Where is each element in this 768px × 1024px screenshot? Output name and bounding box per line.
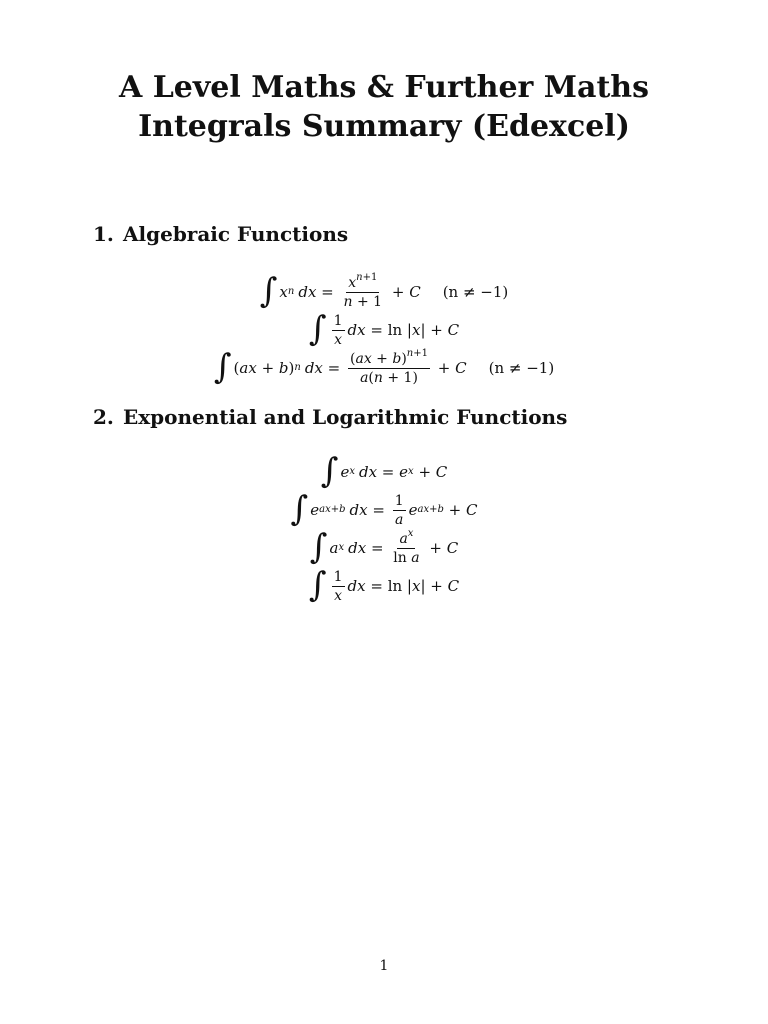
- equation-linear-power: ∫ ( ax + b ) n dx = $\frac{(ax + b)^{n+1}}{a(n + 1)}$ + C (n ≠ −1): [213, 347, 555, 387]
- title-line-1: A Level Maths & Further Maths: [118, 70, 650, 105]
- section-number: 2.: [93, 405, 114, 429]
- condition-text: (n ≠ −1): [488, 359, 555, 377]
- equation-exp-linear: ∫ e ax+b dx = $\frac{1}{a}$ e ax+b + C: [290, 489, 478, 529]
- equation-log: ∫ $\frac{1}{x}$ dx = ln | x | + C: [308, 565, 460, 605]
- title-line-2: Integrals Summary (Edexcel): [138, 109, 630, 144]
- section-number: 1.: [93, 222, 114, 246]
- section-heading-exponential: [93, 405, 567, 429]
- equation-general-exp: ∫ a x dx = $\frac{a^x}{\text{ln a}}$ + C: [309, 527, 459, 567]
- section-heading-algebraic: [93, 222, 348, 246]
- section-title: Exponential and Logarithmic Functions: [123, 405, 568, 429]
- page-number: 1: [379, 958, 389, 974]
- equation-exp: ∫ e x dx = e x + C: [320, 451, 448, 491]
- condition-text: (n ≠ −1): [442, 283, 509, 301]
- section-title: Algebraic Functions: [123, 222, 349, 246]
- equation-power-rule: ∫ x n dx = $\frac{x^{n+1}}{n + 1}$ + C (n ≠ −1): [259, 271, 509, 311]
- document-title: [0, 68, 768, 146]
- equation-reciprocal: ∫ $\frac{1}{x}$ dx = ln | x | + C: [308, 309, 460, 349]
